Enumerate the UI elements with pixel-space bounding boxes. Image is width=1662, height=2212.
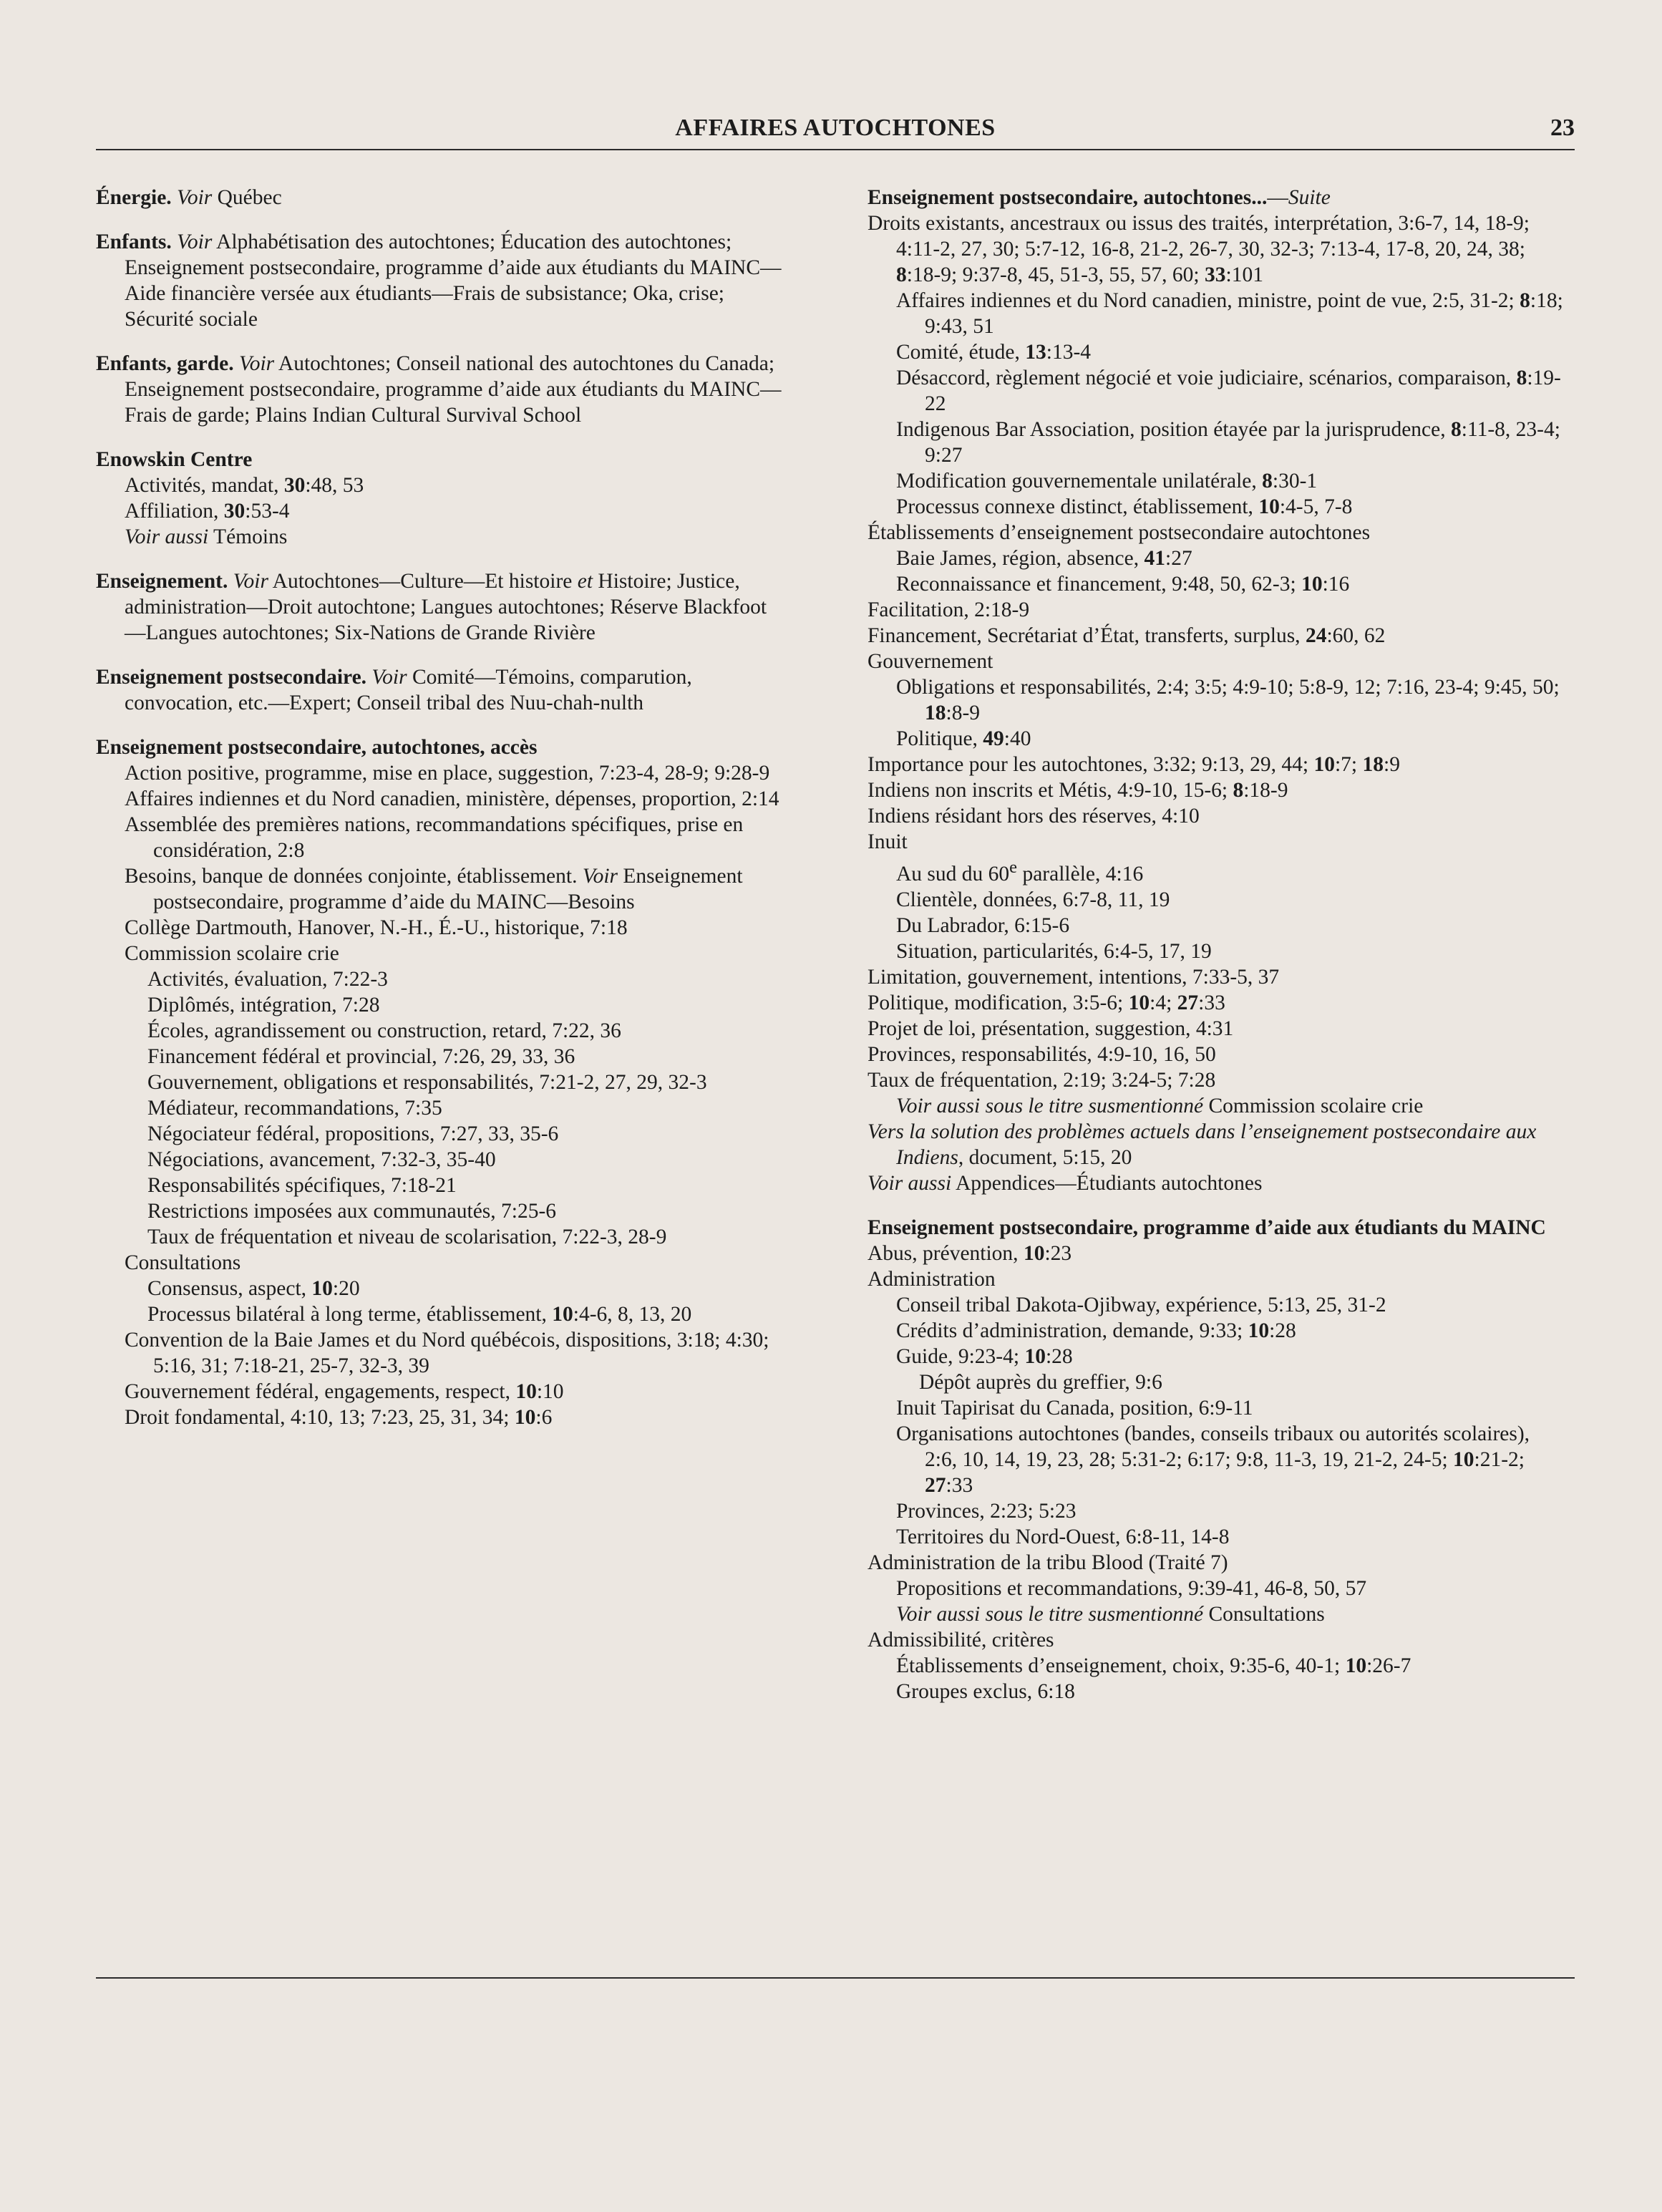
index-subentry: Commission scolaire crie [125, 942, 339, 965]
index-heading: Projet de loi, présentation, suggestion, 4:31 [868, 1017, 1234, 1040]
index-subentry: Consultations [125, 1251, 241, 1274]
left-column [96, 185, 783, 1430]
index-subentry: Financement fédéral et provincial, 7:26, 29, 33, 36 [147, 1045, 575, 1068]
index-subentry: Groupes exclus, 6:18 [896, 1679, 1075, 1703]
index-subentry: Processus bilatéral à long terme, établissement, 10:4-6, 8, 13, 20 [147, 1303, 692, 1326]
right-column [868, 185, 1565, 1704]
index-subentry: Voir aussi Témoins [125, 525, 288, 548]
index-heading: Vers la solution des problèmes actuels dans l’enseignement postsecondaire aux Indiens, document, 5:15, 20 [868, 1120, 1537, 1169]
index-subentry: Obligations et responsabilités, 2:4; 3:5; 4:9-10; 5:8-9, 12; 7:16, 23-4; 9:45, 50; 18:8-9 [896, 676, 1560, 724]
index-heading: Enseignement postsecondaire, autochtones...—Suite [868, 186, 1331, 209]
index-subentry: Baie James, région, absence, 41:27 [896, 547, 1192, 570]
index-subentry: Clientèle, données, 6:7-8, 11, 19 [896, 888, 1170, 911]
index-subentry: Voir aussi sous le titre susmentionné Consultations [896, 1602, 1325, 1626]
index-heading: Enowskin Centre [96, 448, 253, 471]
index-subentry: Conseil tribal Dakota-Ojibway, expérience, 5:13, 25, 31-2 [896, 1293, 1386, 1316]
index-subentry: Gouvernement fédéral, engagements, respect, 10:10 [125, 1380, 564, 1403]
index-subentry: Guide, 9:23-4; 10:28 [896, 1344, 1073, 1368]
index-subentry: Médiateur, recommandations, 7:35 [147, 1097, 442, 1120]
index-heading: Facilitation, 2:18-9 [868, 598, 1030, 621]
bottom-rule [96, 1977, 1575, 1979]
index-subentry: Négociateur fédéral, propositions, 7:27, 33, 35-6 [147, 1122, 559, 1145]
index-heading: Droits existants, ancestraux ou issus des traités, interprétation, 3:6-7, 14, 18-9; 4:11-2, 27, 30; 5:7-12, 16-8, 21-2, 26-7, 30, 32-3; 7:13-4, 17-8, 20, 24, 38; 8:18-9; 9:37-8, 45, 51-3, 55, 57, 60; 33:101 [868, 212, 1530, 286]
index-heading: Enfants. Voir Alphabétisation des autochtones; Éducation des autochtones; Enseignement postsecondaire, programme d’aide aux étudiants du MAINC—Aide financière versée aux étudiants—Frais de subsistance; Oka, crise; Sécurité sociale [96, 231, 782, 331]
index-subentry: Situation, particularités, 6:4-5, 17, 19 [896, 939, 1212, 963]
index-heading: Énergie. Voir Québec [96, 186, 282, 209]
index-heading: Enseignement postsecondaire. Voir Comité—Témoins, comparution, convocation, etc.—Expert; Conseil tribal des Nuu-chah-nulth [96, 666, 692, 714]
index-subentry: Provinces, 2:23; 5:23 [896, 1499, 1077, 1523]
index-heading: Enseignement postsecondaire, programme d’aide aux étudiants du MAINC [868, 1216, 1546, 1239]
index-heading: Établissements d’enseignement postsecondaire autochtones [868, 521, 1371, 544]
index-subentry: Responsabilités spécifiques, 7:18-21 [147, 1174, 457, 1197]
index-subentry: Restrictions imposées aux communautés, 7:25-6 [147, 1200, 557, 1223]
index-heading: Provinces, responsabilités, 4:9-10, 16, 50 [868, 1042, 1216, 1066]
index-heading: Enfants, garde. Voir Autochtones; Conseil national des autochtones du Canada; Enseignement postsecondaire, programme d’aide aux étudiants du MAINC—Frais de garde; Plains Indian Cultural Survival School [96, 352, 782, 427]
index-subentry: Activités, évaluation, 7:22-3 [147, 968, 388, 991]
index-subentry: Du Labrador, 6:15-6 [896, 913, 1070, 937]
index-subentry: Écoles, agrandissement ou construction, retard, 7:22, 36 [147, 1019, 621, 1042]
index-subentry: Crédits d’administration, demande, 9:33; 10:28 [896, 1319, 1296, 1342]
index-subentry: Gouvernement, obligations et responsabilités, 7:21-2, 27, 29, 32-3 [147, 1071, 707, 1094]
index-subentry: Taux de fréquentation et niveau de scolarisation, 7:22-3, 28-9 [147, 1226, 667, 1248]
index-subentry: Besoins, banque de données conjointe, établissement. Voir Enseignement postsecondaire, programme d’aide du MAINC—Besoins [125, 865, 743, 913]
index-subentry: Action positive, programme, mise en place, suggestion, 7:23-4, 28-9; 9:28-9 [125, 762, 770, 785]
index-heading: Indiens résidant hors des réserves, 4:10 [868, 805, 1200, 828]
index-subentry: Au sud du 60e parallèle, 4:16 [896, 858, 1144, 886]
index-subentry: Territoires du Nord-Ouest, 6:8-11, 14-8 [896, 1525, 1230, 1548]
index-subentry: Établissements d’enseignement, choix, 9:35-6, 40-1; 10:26-7 [896, 1654, 1411, 1677]
index-heading: Politique, modification, 3:5-6; 10:4; 27:33 [868, 991, 1225, 1014]
index-heading: Admissibilité, critères [868, 1628, 1054, 1651]
index-subentry: Activités, mandat, 30:48, 53 [125, 474, 364, 497]
page-title: AFFAIRES AUTOCHTONES [675, 115, 996, 141]
index-subentry: Processus connexe distinct, établissement, 10:4-5, 7-8 [896, 495, 1353, 518]
index-subentry: Affiliation, 30:53-4 [125, 500, 290, 523]
index-heading: Inuit [868, 830, 908, 853]
index-subentry: Organisations autochtones (bandes, conseils tribaux ou autorités scolaires), 2:6, 10, 14, 19, 23, 28; 5:31-2; 6:17; 9:8, 11-3, 19, 21-2, 24-5; 10:21-2; 27:33 [896, 1422, 1530, 1497]
index-heading: Enseignement. Voir Autochtones—Culture—Et histoire et Histoire; Justice, administration—Droit autochtone; Langues autochtones; Réserve Blackfoot—Langues autochtones; Six-Nations de Grande Rivière [96, 570, 767, 644]
page-number: 23 [1550, 115, 1575, 141]
index-heading: Importance pour les autochtones, 3:32; 9:13, 29, 44; 10:7; 18:9 [868, 753, 1400, 776]
index-subentry: Politique, 49:40 [896, 727, 1031, 750]
index-subentry: Inuit Tapirisat du Canada, position, 6:9-11 [896, 1396, 1253, 1420]
index-heading: Administration de la tribu Blood (Traité 7) [868, 1551, 1228, 1574]
top-rule [96, 149, 1575, 150]
index-heading: Voir aussi Appendices—Étudiants autochtones [868, 1171, 1263, 1195]
index-subentry: Assemblée des premières nations, recommandations spécifiques, prise en considération, 2:8 [125, 813, 744, 862]
index-subentry: Collège Dartmouth, Hanover, N.-H., É.-U., historique, 7:18 [125, 916, 628, 939]
index-subentry: Consensus, aspect, 10:20 [147, 1277, 360, 1300]
index-subentry: Indigenous Bar Association, position étayée par la jurisprudence, 8:11-8, 23-4; 9:27 [896, 418, 1560, 467]
index-subentry: Voir aussi sous le titre susmentionné Commission scolaire crie [896, 1094, 1424, 1117]
index-subentry: Convention de la Baie James et du Nord québécois, dispositions, 3:18; 4:30; 5:16, 31; 7:18-21, 25-7, 32-3, 39 [125, 1329, 769, 1377]
index-subentry: Désaccord, règlement négocié et voie judiciaire, scénarios, comparaison, 8:19-22 [896, 367, 1561, 415]
index-heading: Abus, prévention, 10:23 [868, 1241, 1072, 1265]
index-subentry: Affaires indiennes et du Nord canadien, ministère, dépenses, proportion, 2:14 [125, 787, 779, 810]
index-heading: Limitation, gouvernement, intentions, 7:33-5, 37 [868, 965, 1280, 989]
index-heading: Financement, Secrétariat d’État, transferts, surplus, 24:60, 62 [868, 624, 1386, 647]
index-subentry: Négociations, avancement, 7:32-3, 35-40 [147, 1148, 496, 1171]
index-heading: Taux de fréquentation, 2:19; 3:24-5; 7:28 [868, 1068, 1216, 1092]
index-heading: Administration [868, 1267, 996, 1291]
index-heading: Enseignement postsecondaire, autochtones, accès [96, 736, 538, 759]
index-subentry: Affaires indiennes et du Nord canadien, ministre, point de vue, 2:5, 31-2; 8:18; 9:43, 51 [896, 289, 1563, 338]
index-subentry: Propositions et recommandations, 9:39-41, 46-8, 50, 57 [896, 1576, 1367, 1600]
index-subentry: Modification gouvernementale unilatérale, 8:30-1 [896, 470, 1318, 493]
index-subentry: Dépôt auprès du greffier, 9:6 [919, 1370, 1162, 1394]
index-subentry: Reconnaissance et financement, 9:48, 50, 62-3; 10:16 [896, 573, 1350, 596]
index-subentry: Droit fondamental, 4:10, 13; 7:23, 25, 31, 34; 10:6 [125, 1406, 553, 1429]
index-subentry: Diplômés, intégration, 7:28 [147, 994, 380, 1017]
index-heading: Gouvernement [868, 650, 993, 673]
index-heading: Indiens non inscrits et Métis, 4:9-10, 15-6; 8:18-9 [868, 779, 1288, 802]
index-subentry: Comité, étude, 13:13-4 [896, 341, 1092, 364]
